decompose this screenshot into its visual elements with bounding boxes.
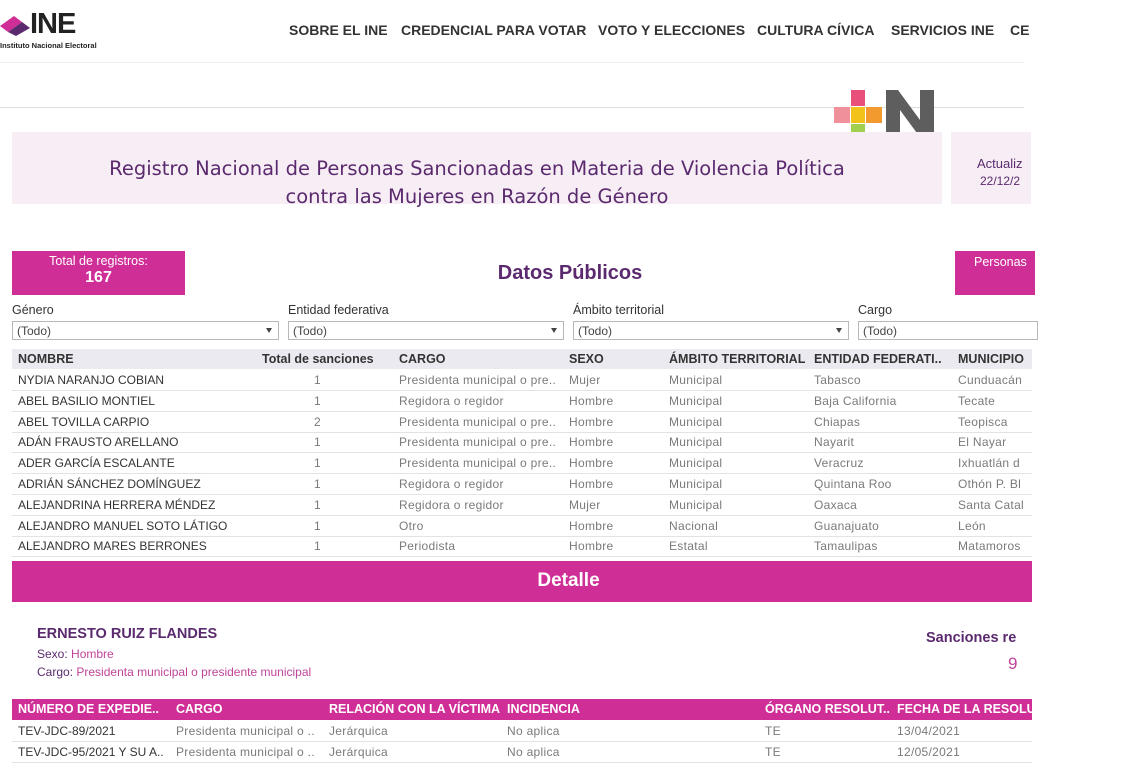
dcell-fecha: 13/04/2021	[897, 724, 961, 738]
table-row[interactable]	[12, 516, 1032, 537]
nav-servicios-ine[interactable]: SERVICIOS INE	[891, 22, 995, 38]
cell-municipio: Ixhuatlán d	[958, 456, 1021, 471]
cell-sexo: Hombre	[569, 539, 614, 554]
cell-sexo: Hombre	[569, 456, 614, 471]
cell-municipio: Cunduacán	[958, 373, 1023, 387]
filter-genero-value: (Todo)	[17, 324, 52, 338]
dcol-relacion[interactable]: RELACIÓN CON LA VÍCTIMA	[329, 702, 501, 716]
col-ambito[interactable]: ÁMBITO TERRITORIAL	[669, 352, 806, 366]
table-row[interactable]	[12, 370, 1032, 391]
total-registros-card	[12, 251, 185, 295]
cell-entidad: Baja California	[814, 393, 897, 408]
cargo-value: Presidenta municipal o presidente municipal	[76, 665, 312, 679]
table-row[interactable]	[12, 453, 1032, 474]
nav-credencial[interactable]: CREDENCIAL PARA VOTAR	[401, 22, 587, 38]
dcol-cargo[interactable]: CARGO	[176, 702, 223, 716]
update-date: 22/12/2	[980, 174, 1021, 188]
personas-label: Personas	[974, 255, 1027, 269]
cell-entidad: Tamaulipas	[814, 539, 878, 554]
cell-municipio: Othón P. Bl	[958, 477, 1022, 491]
filter-genero-select[interactable]	[12, 321, 279, 340]
cell-nombre: ADER GARCÍA ESCALANTE	[18, 456, 175, 471]
cell-sexo: Mujer	[569, 373, 601, 387]
cell-sexo: Mujer	[569, 497, 601, 512]
cell-cargo: Regidora o regidor	[399, 477, 504, 491]
total-registros-label: Total de registros:	[49, 254, 148, 268]
cell-ambito: Municipal	[669, 393, 723, 408]
cell-total: 1	[314, 373, 321, 387]
cell-ambito: Municipal	[669, 414, 723, 429]
col-entidad[interactable]: ENTIDAD FEDERATI..	[814, 352, 942, 366]
cell-ambito: Municipal	[669, 456, 723, 471]
detail-table-row[interactable]	[12, 742, 1032, 763]
cell-total: 1	[314, 518, 321, 533]
person-name: ERNESTO RUIZ FLANDES	[37, 626, 218, 642]
cell-municipio: Tecate	[958, 393, 996, 408]
col-municipio[interactable]: MUNICIPIO	[958, 352, 1024, 366]
dcol-expediente[interactable]: NÚMERO DE EXPEDIE..	[18, 702, 159, 716]
filter-entidad-select[interactable]	[288, 321, 564, 340]
dcell-organo: TE	[765, 744, 781, 759]
col-cargo[interactable]: CARGO	[399, 352, 446, 366]
section-title: Datos Públicos	[497, 262, 643, 284]
cell-nombre: ABEL TOVILLA CARPIO	[18, 414, 150, 429]
cell-entidad: Chiapas	[814, 414, 861, 429]
filter-genero-label: Género	[12, 303, 54, 317]
filter-cargo-value: (Todo)	[863, 324, 898, 338]
sanciones-value: 9	[1008, 654, 1018, 673]
cell-cargo: Regidora o regidor	[399, 497, 504, 512]
cell-total: 2	[314, 414, 321, 429]
cell-cargo: Otro	[399, 518, 424, 533]
sexo-label: Sexo:	[37, 647, 68, 661]
update-label: Actualiz	[977, 156, 1023, 171]
person-cargo	[37, 665, 311, 679]
filter-cargo-label: Cargo	[858, 303, 893, 317]
sexo-value: Hombre	[71, 647, 114, 661]
col-total-sanciones[interactable]: Total de sanciones	[262, 352, 374, 366]
dcell-expediente: TEV-JDC-95/2021 Y SU A..	[18, 744, 164, 759]
dcell-organo: TE	[765, 724, 781, 738]
cell-cargo: Presidenta municipal o pre..	[399, 373, 557, 387]
filter-ambito-value: (Todo)	[578, 324, 613, 338]
cell-entidad: Nayarit	[814, 435, 855, 450]
cell-total: 1	[314, 497, 321, 512]
dcol-incidencia[interactable]: INCIDENCIA	[507, 702, 580, 716]
detalle-title: Detalle	[537, 570, 600, 591]
dcol-fecha[interactable]: FECHA DE LA RESOLU	[897, 702, 1036, 716]
total-registros-value: 167	[85, 269, 112, 286]
dcell-fecha: 12/05/2021	[897, 744, 961, 759]
cell-total: 1	[314, 456, 321, 471]
cell-entidad: Guanajuato	[814, 518, 880, 533]
sanciones-label: Sanciones re	[926, 630, 1017, 646]
col-nombre[interactable]: NOMBRE	[18, 352, 74, 366]
cell-nombre: ALEJANDRO MANUEL SOTO LÁTIGO	[18, 518, 228, 533]
page-title	[12, 155, 942, 211]
cell-municipio: Teopisca	[958, 414, 1008, 429]
cell-cargo: Presidenta municipal o pre..	[399, 414, 557, 429]
logo-subtitle: Instituto Nacional Electoral	[0, 41, 97, 50]
cell-ambito: Municipal	[669, 497, 723, 512]
chevron-down-icon	[551, 328, 557, 333]
cell-entidad: Oaxaca	[814, 497, 858, 512]
dcell-cargo: Presidenta municipal o ..	[176, 744, 315, 759]
cell-nombre: ADÁN FRAUSTO ARELLANO	[18, 435, 179, 450]
table-row[interactable]	[12, 391, 1032, 412]
cell-sexo: Hombre	[569, 393, 614, 408]
cell-sexo: Hombre	[569, 477, 614, 491]
cell-nombre: NYDIA NARANJO COBIAN	[18, 373, 165, 387]
dcell-expediente: TEV-JDC-89/2021	[18, 724, 116, 738]
nav-cultura-civica[interactable]: CULTURA CÍVICA	[757, 22, 875, 38]
cell-total: 1	[314, 539, 321, 554]
dcell-incidencia: No aplica	[507, 744, 560, 759]
cell-municipio: León	[958, 518, 986, 533]
cell-sexo: Hombre	[569, 414, 614, 429]
nav-more[interactable]: CE	[1010, 22, 1030, 38]
cell-entidad: Tabasco	[814, 373, 861, 387]
cell-municipio: El Nayar	[958, 435, 1007, 450]
table-row[interactable]	[12, 412, 1032, 433]
cell-ambito: Nacional	[669, 518, 719, 533]
chevron-down-icon	[836, 328, 842, 333]
cell-ambito: Municipal	[669, 477, 723, 491]
cell-total: 1	[314, 435, 321, 450]
detail-table-row[interactable]	[12, 721, 1032, 742]
filter-entidad-value: (Todo)	[293, 324, 328, 338]
filter-entidad-label: Entidad federativa	[288, 303, 389, 317]
cell-nombre: ADRIÁN SÁNCHEZ DOMÍNGUEZ	[18, 477, 201, 491]
table-row[interactable]	[12, 536, 1032, 557]
filter-ambito-select[interactable]	[573, 321, 849, 340]
cell-cargo: Periodista	[399, 539, 456, 554]
filter-ambito-label: Ámbito territorial	[573, 303, 664, 317]
cell-sexo: Hombre	[569, 518, 614, 533]
page-title-line2: contra las Mujeres en Razón de Género	[285, 185, 669, 208]
cell-ambito: Municipal	[669, 373, 723, 387]
cell-total: 1	[314, 393, 321, 408]
dcell-cargo: Presidenta municipal o ..	[176, 724, 315, 738]
cell-cargo: Presidenta municipal o pre..	[399, 435, 557, 450]
dcell-relacion: Jerárquica	[329, 724, 389, 738]
cell-nombre: ABEL BASILIO MONTIEL	[18, 393, 155, 408]
cell-municipio: Matamoros	[958, 539, 1021, 554]
cell-cargo: Regidora o regidor	[399, 393, 504, 408]
dcell-incidencia: No aplica	[507, 724, 560, 738]
col-sexo[interactable]: SEXO	[569, 352, 604, 366]
filter-cargo-select[interactable]	[858, 321, 1038, 340]
table-row[interactable]	[12, 495, 1032, 516]
cell-ambito: Municipal	[669, 435, 723, 450]
logo-text[interactable]: INE	[30, 8, 76, 40]
dcol-organo[interactable]: ÓRGANO RESOLUT..	[765, 702, 891, 716]
person-sexo	[37, 647, 114, 661]
cargo-label: Cargo:	[37, 665, 74, 679]
nav-sobre-ine[interactable]: SOBRE EL INE	[289, 22, 388, 38]
table-row[interactable]	[12, 474, 1032, 495]
ine-logo-icon[interactable]	[0, 12, 30, 36]
cell-total: 1	[314, 477, 321, 491]
page-title-line1: Registro Nacional de Personas Sancionadas en Materia de Violencia Política	[109, 157, 845, 180]
cell-cargo: Presidenta municipal o pre..	[399, 456, 557, 471]
nav-voto-elecciones[interactable]: VOTO Y ELECCIONES	[598, 22, 746, 38]
cell-municipio: Santa Catal	[958, 497, 1025, 512]
cell-ambito: Estatal	[669, 539, 708, 554]
cell-entidad: Quintana Roo	[814, 477, 892, 491]
cell-nombre: ALEJANDRINA HERRERA MÉNDEZ	[18, 497, 216, 512]
table-row[interactable]	[12, 432, 1032, 453]
cell-entidad: Veracruz	[814, 456, 864, 471]
cell-nombre: ALEJANDRO MARES BERRONES	[18, 539, 207, 554]
dcell-relacion: Jerárquica	[329, 744, 389, 759]
cell-sexo: Hombre	[569, 435, 614, 450]
chevron-down-icon	[266, 328, 272, 333]
